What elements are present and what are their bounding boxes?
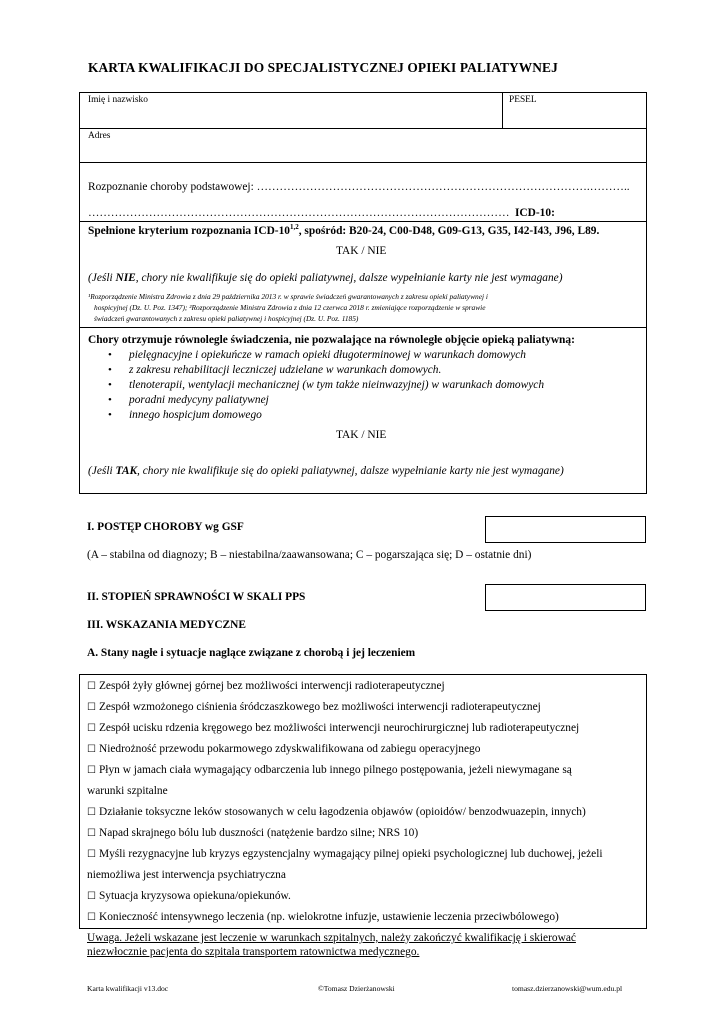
parallel-item: poradni medycyny paliatywnej bbox=[129, 394, 269, 406]
subsection-a-heading: A. Stany nagłe i sytuacje naglące związane z chorobą i jej leczeniem bbox=[87, 647, 416, 659]
checkbox-icon[interactable]: ☐ bbox=[87, 744, 96, 755]
footer-email: tomasz.dzierzanowski@wum.edu.pl bbox=[512, 984, 623, 993]
divider bbox=[502, 92, 503, 129]
icd-criterion-heading: Spełnione kryterium rozpoznania ICD-10$^{1,2}$, spośród: B20-24, C00-D48, G09-G13, G35, I42-I43, J96, L89. bbox=[88, 223, 600, 237]
checkbox-icon[interactable]: ☐ bbox=[87, 681, 96, 692]
checkbox-icon[interactable]: ☐ bbox=[87, 702, 96, 713]
bullet-icon: • bbox=[108, 364, 112, 376]
section-2-heading: II. STOPIEŃ SPRAWNOŚCI W SKALI PPS bbox=[87, 591, 306, 603]
indication-item-continuation: niemożliwa jest interwencja psychiatryczna bbox=[87, 869, 286, 881]
divider bbox=[79, 327, 647, 328]
pps-input-box[interactable] bbox=[485, 584, 646, 611]
criterion-note: (Jeśli NIE, chory nie kwalifikuje się do opieki paliatywnej, dalsze wypełnianie karty nie jest wymagane) bbox=[88, 272, 563, 284]
indication-item[interactable]: ☐ Płyn w jamach ciała wymagający odbarczenia lub innego pilnego postępowania, jeżeli niewymagane są bbox=[87, 764, 572, 776]
divider bbox=[79, 162, 647, 163]
indication-item[interactable]: ☐ Myśli rezygnacyjne lub kryzys egzystencjalny wymagający pilnej opieki psychologicznej lub duchowej, jeżeli bbox=[87, 848, 603, 860]
bullet-icon: • bbox=[108, 379, 112, 391]
indication-item[interactable]: ☐ Zespół ucisku rdzenia kręgowego bez możliwości interwencji neurochirurgicznej lub radioterapeutycznej bbox=[87, 722, 580, 734]
checkbox-icon[interactable]: ☐ bbox=[87, 723, 96, 734]
criterion-tak-nie[interactable]: TAK / NIE bbox=[336, 245, 387, 257]
parallel-item: pielęgnacyjne i opiekuńcze w ramach opieki długoterminowej w warunkach domowych bbox=[129, 349, 527, 361]
icd10-field-label: ICD-10: bbox=[515, 207, 555, 219]
parallel-item: innego hospicjum domowego bbox=[129, 409, 262, 421]
section-1-heading: I. POSTĘP CHOROBY wg GSF bbox=[87, 521, 244, 533]
footnote-line1: ¹Rozporządzenie Ministra Zdrowia z dnia 29 października 2013 r. w sprawie świadczeń gwarantowanych z zakresu opieki paliatywnej i bbox=[88, 292, 488, 301]
bullet-icon: • bbox=[108, 409, 112, 421]
checkbox-icon[interactable]: ☐ bbox=[87, 807, 96, 818]
diagnosis-field[interactable]: Rozpoznanie choroby podstawowej: …………………………………………………………………………….……….. bbox=[88, 181, 630, 193]
bullet-icon: • bbox=[108, 349, 112, 361]
divider bbox=[79, 221, 647, 222]
checkbox-icon[interactable]: ☐ bbox=[87, 849, 96, 860]
footer-filename: Karta kwalifikacji v13.doc bbox=[87, 984, 169, 993]
checkbox-icon[interactable]: ☐ bbox=[87, 912, 96, 923]
gsf-legend: (A – stabilna od diagnozy; B – niestabilna/zaawansowana; C – pogarszająca się; D – ostatnie dni) bbox=[87, 549, 532, 561]
warning-line1: Uwaga. Jeżeli wskazane jest leczenie w warunkach szpitalnych, należy zakończyć kwalifikację i skierować bbox=[87, 932, 576, 944]
footer-copyright: ©Tomasz Dzierżanowski bbox=[318, 984, 395, 993]
diagnosis-dotted-line[interactable]: ………………………………………………………………………………………………… bbox=[88, 207, 510, 219]
checkbox-icon[interactable]: ☐ bbox=[87, 828, 96, 839]
bullet-icon: • bbox=[108, 394, 112, 406]
warning-line2: niezwłocznie pacjenta do szpitala transportem ratownictwa medycznego. bbox=[87, 946, 420, 958]
parallel-item: z zakresu rehabilitacji leczniczej udzielane w warunkach domowych. bbox=[129, 364, 442, 376]
name-field-label: Imię i nazwisko bbox=[88, 95, 148, 105]
parallel-item: tlenoterapii, wentylacji mechanicznej (w tym także nieinwazyjnej) w warunkach domowych bbox=[129, 379, 545, 391]
parallel-services-heading: Chory otrzymuje równolegle świadczenia, nie pozwalające na równoległe objęcie opieką paliatywną: bbox=[88, 334, 575, 346]
indication-item[interactable]: ☐ Działanie toksyczne leków stosowanych w celu łagodzenia objawów (opioidów/ benzodwuazepin, innych) bbox=[87, 806, 586, 818]
checkbox-icon[interactable]: ☐ bbox=[87, 765, 96, 776]
divider bbox=[79, 128, 647, 129]
checkbox-icon[interactable]: ☐ bbox=[87, 891, 96, 902]
indication-item[interactable]: ☐ Napad skrajnego bólu lub duszności (natężenie bardzo silne; NRS 10) bbox=[87, 827, 419, 839]
page-title: KARTA KWALIFIKACJI DO SPECJALISTYCZNEJ OPIEKI PALIATYWNEJ bbox=[88, 60, 558, 75]
parallel-tak-nie[interactable]: TAK / NIE bbox=[336, 429, 387, 441]
gsf-input-box[interactable] bbox=[485, 516, 646, 543]
indication-item[interactable]: ☐ Konieczność intensywnego leczenia (np. wielokrotne infuzje, ustawienie leczenia przeciwbólowego) bbox=[87, 911, 559, 923]
indication-item[interactable]: ☐ Sytuacja kryzysowa opiekuna/opiekunów. bbox=[87, 890, 291, 902]
indication-item-continuation: warunki szpitalne bbox=[87, 785, 168, 797]
footnote-line3: świadczeń gwarantowanych z zakresu opieki paliatywnej i hospicyjnej (Dz. U. Poz. 1185) bbox=[94, 314, 359, 323]
pesel-field-label: PESEL bbox=[509, 95, 537, 105]
indication-item[interactable]: ☐ Niedrożność przewodu pokarmowego zdyskwalifikowana od zabiegu operacyjnego bbox=[87, 743, 481, 755]
parallel-note: (Jeśli TAK, chory nie kwalifikuje się do opieki paliatywnej, dalsze wypełnianie karty nie jest wymagane) bbox=[88, 465, 564, 477]
indication-item[interactable]: ☐ Zespół żyły głównej górnej bez możliwości interwencji radioterapeutycznej bbox=[87, 680, 445, 692]
footnote-line2: hospicyjnej (Dz. U. Poz. 1347); ²Rozporządzenie Ministra Zdrowia z dnia 12 czerwca 2018 r. zmieniające rozporządzenie w sprawie bbox=[94, 303, 486, 312]
section-3-heading: III. WSKAZANIA MEDYCZNE bbox=[87, 619, 246, 631]
address-field-label: Adres bbox=[88, 131, 111, 141]
indication-item[interactable]: ☐ Zespół wzmożonego ciśnienia śródczaszkowego bez możliwości interwencji radioterapeutycznej bbox=[87, 701, 541, 713]
